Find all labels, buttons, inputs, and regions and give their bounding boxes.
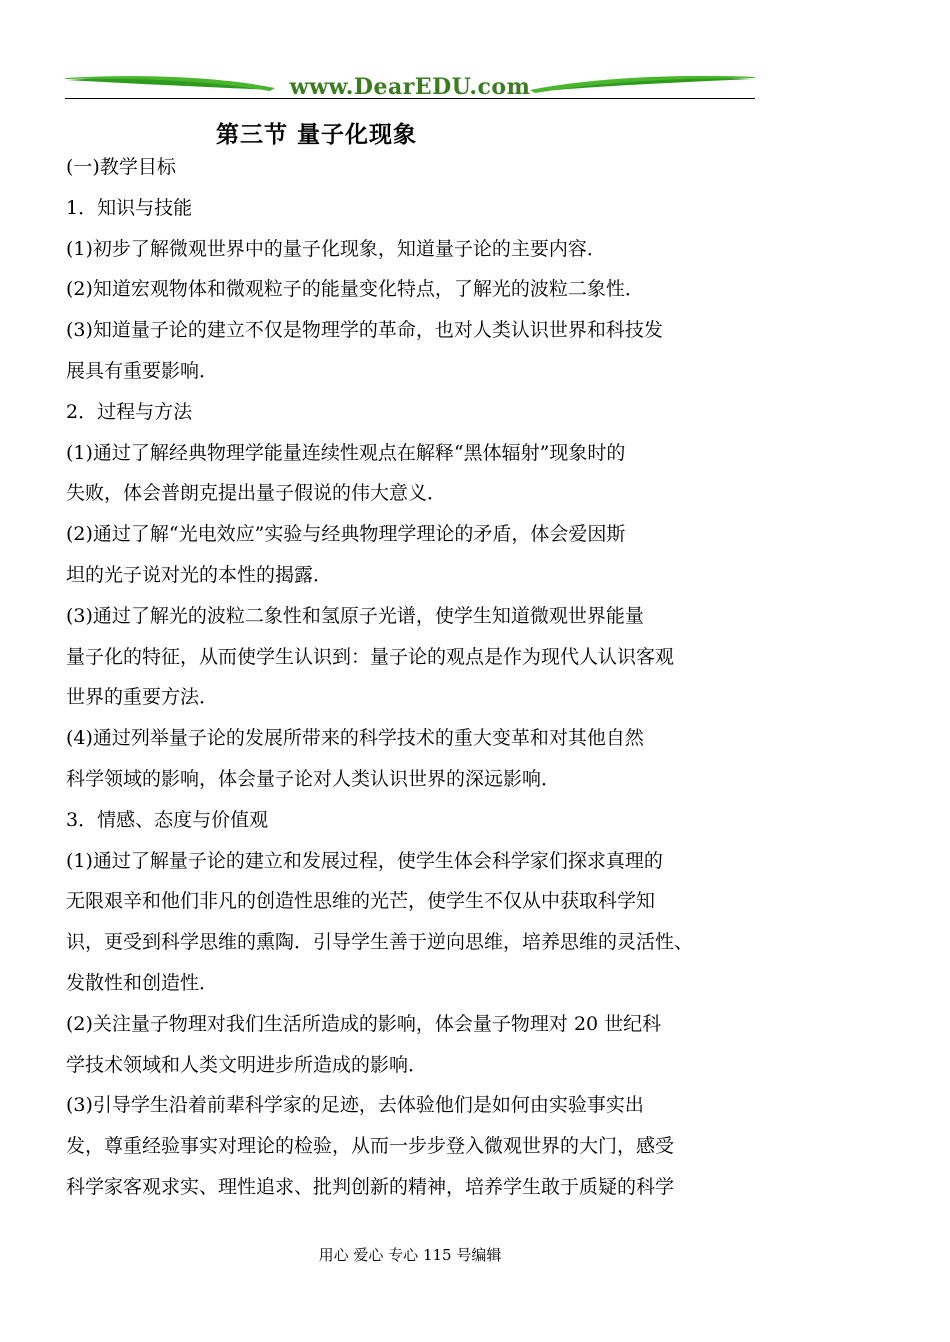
text-line: (2)关注量子物理对我们生活所造成的影响，体会量子物理对 20 世纪科 xyxy=(66,1012,662,1035)
text-line: (3)引导学生沿着前辈科学家的足迹，去体验他们是如何由实验事实出 xyxy=(66,1094,644,1117)
text-line: (1)通过了解量子论的建立和发展过程，使学生体会科学家们探求真理的 xyxy=(66,849,663,872)
site-brand-logo: www.DearEDU.com xyxy=(289,74,531,100)
text-line: 量子化的特征，从而使学生认识到：量子论的观点是作为现代人认识客观 xyxy=(66,645,675,668)
text-line: 发，尊重经验事实对理论的检验，从而一步步登入微观世界的大门，感受 xyxy=(66,1135,675,1158)
text-line: (2)知道宏观物体和微观粒子的能量变化特点，了解光的波粒二象性． xyxy=(66,278,644,301)
text-line: 3．情感、态度与价值观 xyxy=(66,808,269,831)
text-line: 1．知识与技能 xyxy=(66,196,193,219)
page-footer: 用心 爱心 专心 115 号编辑 xyxy=(318,1246,502,1264)
text-line: 失败，体会普朗克提出量子假说的伟大意义． xyxy=(66,482,447,505)
text-line: 识，更受到科学思维的熏陶．引导学生善于逆向思维，培养思维的灵活性、 xyxy=(66,931,694,954)
text-line: (1)通过了解经典物理学能量连续性观点在解释“黑体辐射”现象时的 xyxy=(66,441,626,464)
text-line: 坦的光子说对光的本性的揭露． xyxy=(66,563,333,586)
text-line: 科学领域的影响，体会量子论对人类认识世界的深远影响． xyxy=(66,767,561,790)
text-line: 科学家客观求实、理性追求、批判创新的精神，培养学生敢于质疑的科学 xyxy=(66,1175,675,1198)
text-line: 无限艰辛和他们非凡的创造性思维的光芒，使学生不仅从中获取科学知 xyxy=(66,890,656,913)
text-line: 展具有重要影响． xyxy=(66,359,219,382)
document-body xyxy=(66,147,756,1208)
text-line: 学技术领域和人类文明进步所造成的影响． xyxy=(66,1053,428,1076)
text-line: 世界的重要方法． xyxy=(66,686,219,709)
text-line: 发散性和创造性． xyxy=(66,971,219,994)
text-line: (4)通过列举量子论的发展所带来的科学技术的重大变革和对其他自然 xyxy=(66,727,644,750)
text-line: (1)初步了解微观世界中的量子化现象，知道量子论的主要内容． xyxy=(66,237,606,260)
header-divider xyxy=(65,98,755,99)
page-title: 第三节 量子化现象 xyxy=(216,121,418,148)
text-line: (一)教学目标 xyxy=(66,156,176,178)
text-line: (2)通过了解“光电效应”实验与经典物理学理论的矛盾，体会爱因斯 xyxy=(66,523,626,546)
text-line: (3)通过了解光的波粒二象性和氢原子光谱，使学生知道微观世界能量 xyxy=(66,604,644,627)
text-line: 2．过程与方法 xyxy=(66,400,193,423)
text-line: (3)知道量子论的建立不仅是物理学的革命，也对人类认识世界和科技发 xyxy=(66,319,663,342)
